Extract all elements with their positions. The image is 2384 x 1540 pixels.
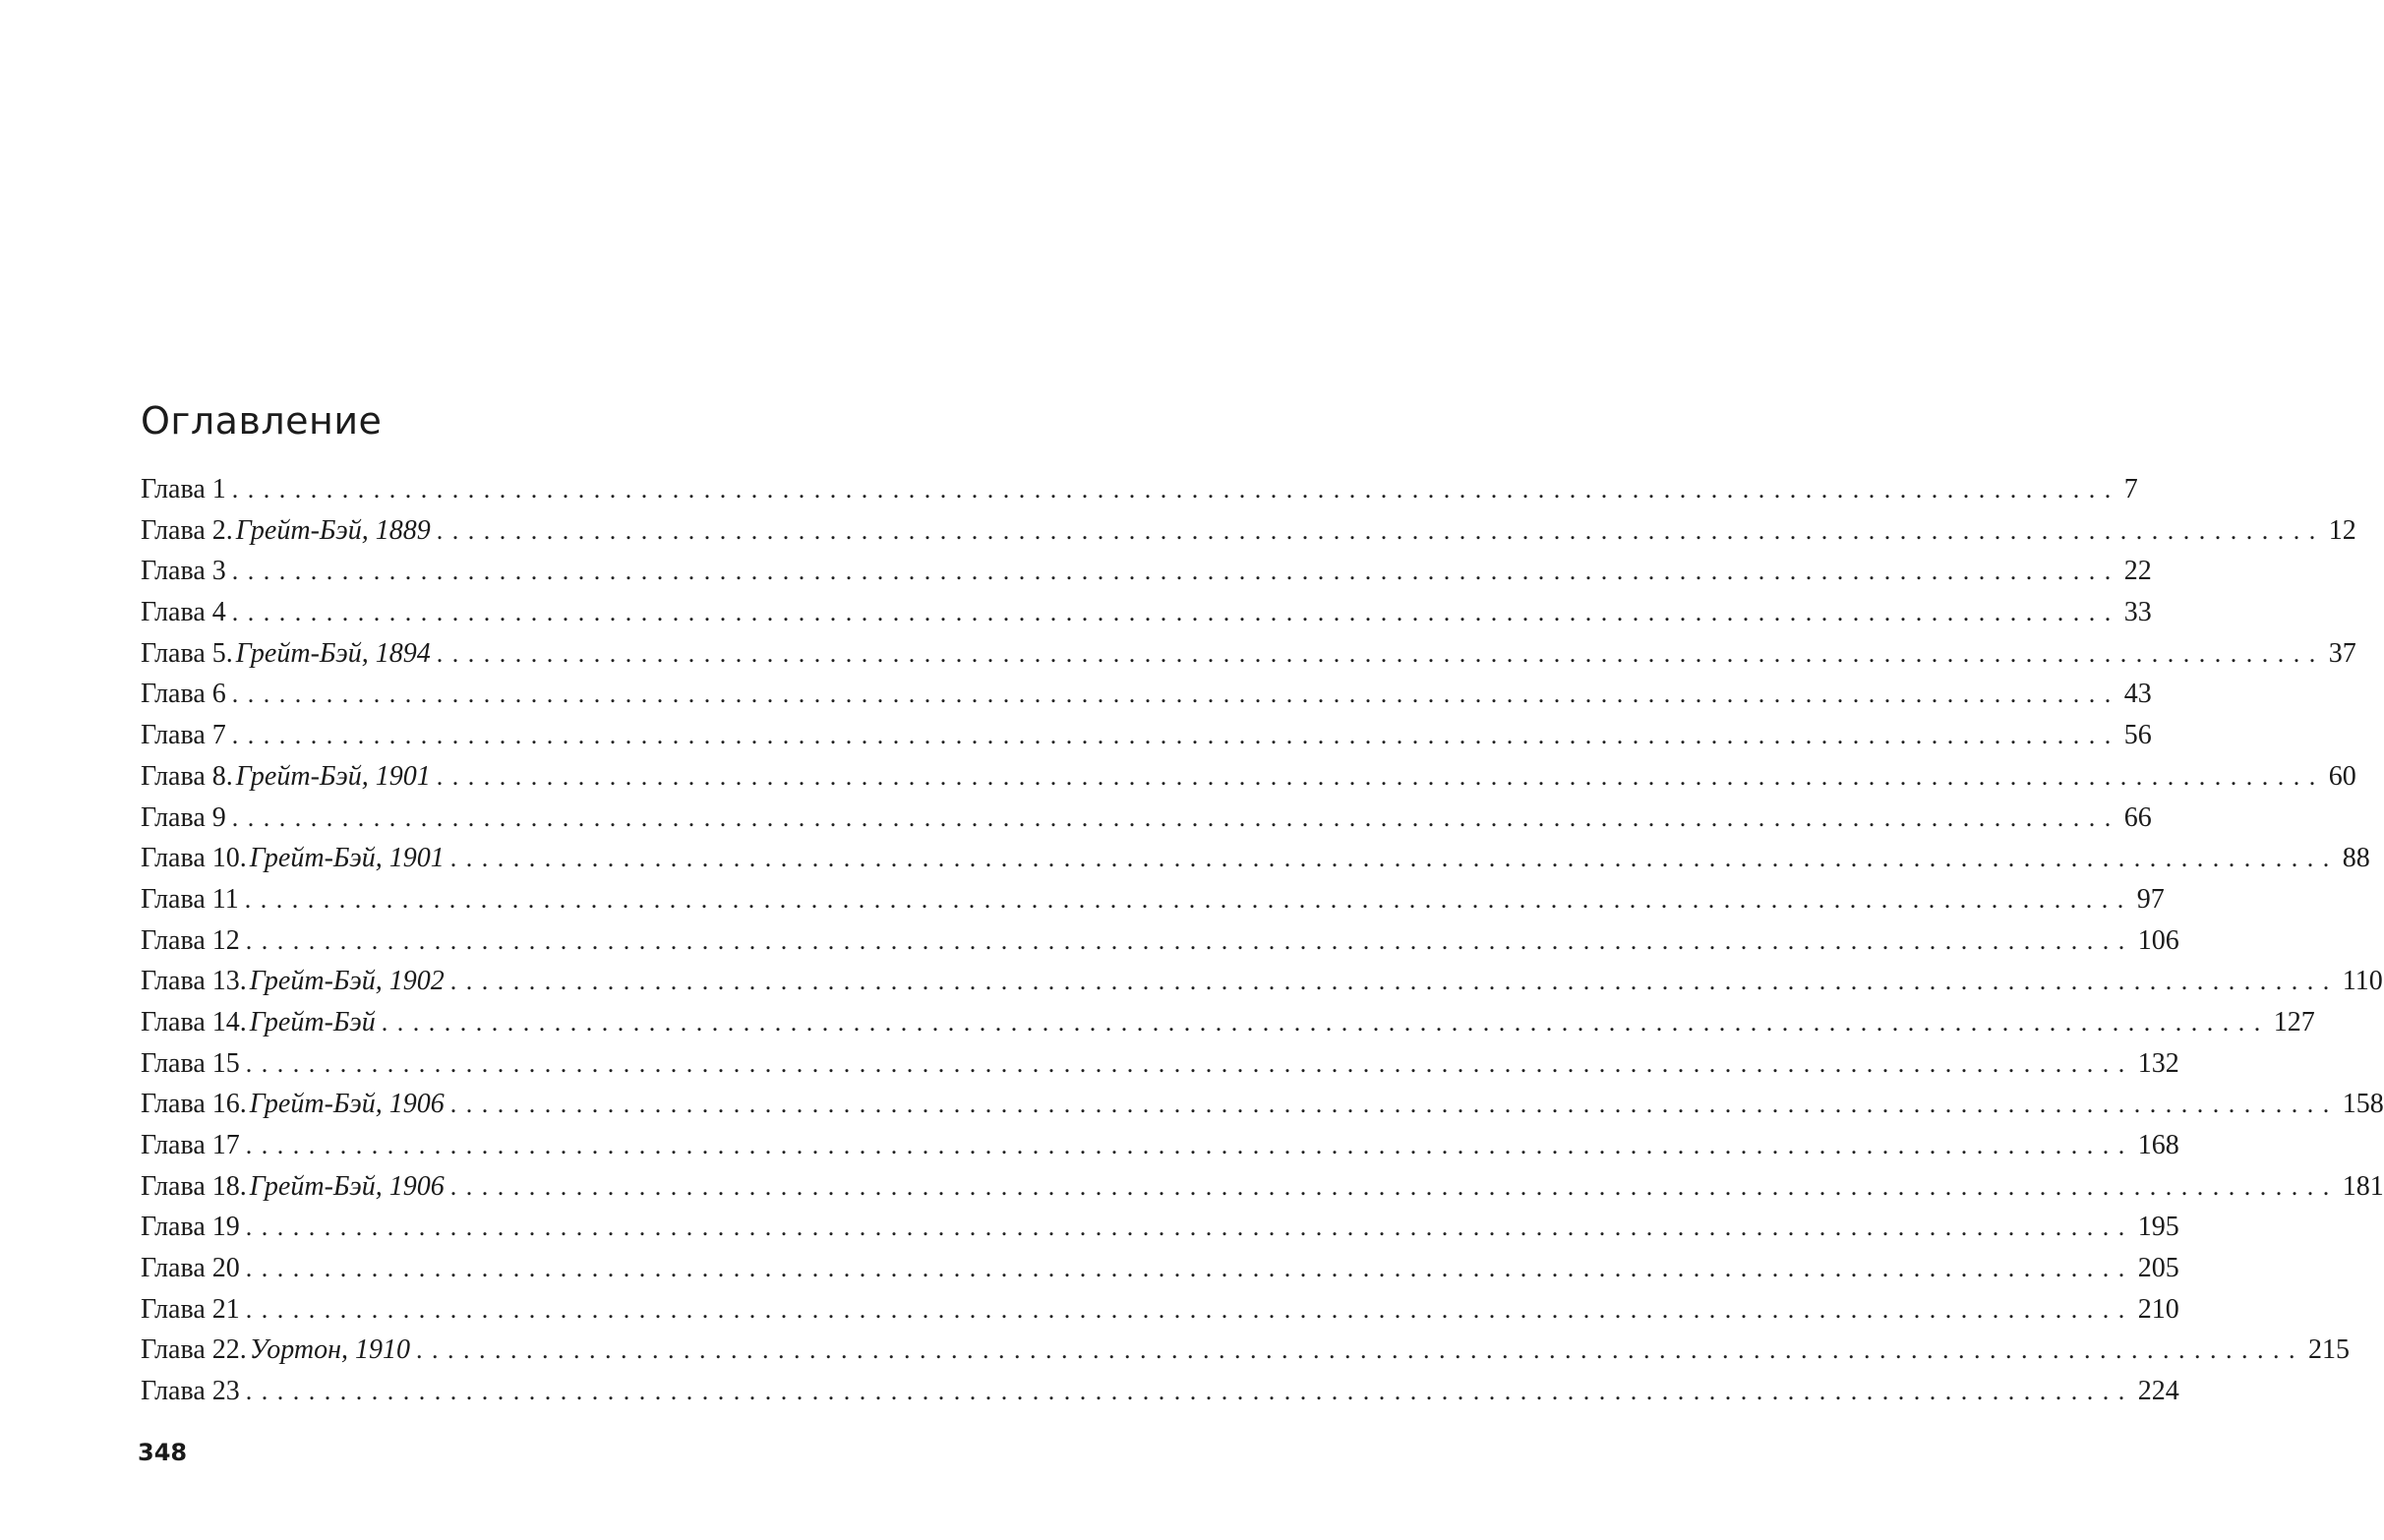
leader-dots: ........................................................................................................................	[245, 1213, 2134, 1242]
leader-dots: ........................................................................................................................	[381, 1007, 2270, 1037]
toc-entry	[141, 715, 2152, 756]
chapter-label: Глава	[141, 1006, 206, 1037]
chapter-page-number: 56	[2123, 720, 2152, 751]
chapter-label: Глава	[141, 1376, 206, 1407]
chapter-label: Глава	[141, 474, 206, 504]
toc-entry	[141, 1330, 2351, 1371]
chapter-subtitle: Грейт-Бэй, 1901	[235, 760, 431, 792]
leader-dots: ........................................................................................................................	[416, 1335, 2305, 1365]
chapter-label: Глава	[141, 1334, 206, 1366]
chapter-page-number: 205	[2137, 1253, 2179, 1284]
chapter-label: Глава	[141, 760, 206, 792]
chapter-page-number: 22	[2123, 556, 2152, 587]
chapter-number: 11	[211, 883, 239, 915]
chapter-page-number: 110	[2342, 966, 2383, 997]
chapter-number: 23	[211, 1376, 240, 1407]
leader-dots: ........................................................................................................................	[231, 598, 2120, 627]
chapter-subtitle: Грейт-Бэй	[249, 1006, 376, 1037]
chapter-page-number: 12	[2328, 514, 2356, 546]
chapter-label: Глава	[141, 801, 206, 833]
chapter-page-number: 181	[2342, 1170, 2384, 1202]
leader-dots: ........................................................................................................................	[436, 638, 2325, 668]
chapter-page-number: 132	[2137, 1047, 2179, 1079]
leader-dots: ........................................................................................................................	[245, 1254, 2134, 1283]
toc-entry	[141, 1248, 2179, 1289]
chapter-page-number: 224	[2137, 1376, 2179, 1407]
chapter-label: Глава	[141, 1130, 206, 1160]
chapter-number: 13.	[211, 966, 247, 997]
chapter-page-number: 88	[2342, 843, 2370, 874]
leader-dots: ........................................................................................................................	[436, 515, 2325, 545]
chapter-page-number: 97	[2136, 883, 2165, 915]
toc-entry	[141, 961, 2383, 1002]
chapter-page-number: 33	[2123, 597, 2152, 628]
chapter-label: Глава	[141, 843, 206, 874]
leader-dots: ........................................................................................................................	[436, 761, 2325, 791]
toc-entry	[141, 1289, 2179, 1331]
chapter-subtitle: Грейт-Бэй, 1901	[249, 843, 445, 874]
toc-entry	[141, 551, 2152, 592]
chapter-page-number: 158	[2342, 1089, 2384, 1120]
toc-entry	[141, 838, 2370, 879]
toc-entry	[141, 674, 2152, 715]
chapter-label: Глава	[141, 924, 206, 956]
chapter-number: 16.	[211, 1089, 247, 1120]
chapter-subtitle: Грейт-Бэй, 1889	[235, 514, 431, 546]
chapter-page-number: 60	[2328, 760, 2356, 792]
toc-entry	[141, 469, 2138, 510]
toc-entry	[141, 756, 2356, 798]
toc-entry	[141, 1002, 2315, 1043]
chapter-number: 17	[211, 1130, 240, 1160]
chapter-page-number: 168	[2137, 1130, 2179, 1160]
chapter-label: Глава	[141, 597, 206, 628]
leader-dots: ........................................................................................................................	[231, 557, 2120, 586]
chapter-number: 8.	[211, 760, 233, 792]
chapter-page-number: 43	[2123, 679, 2152, 710]
leader-dots: ........................................................................................................................	[449, 967, 2339, 996]
leader-dots: ........................................................................................................................	[245, 1377, 2134, 1406]
toc-entry	[141, 592, 2152, 633]
toc-entry	[141, 920, 2179, 962]
leader-dots: ........................................................................................................................	[245, 1048, 2134, 1078]
chapter-number: 7	[211, 720, 226, 751]
leader-dots: ........................................................................................................................	[231, 680, 2120, 709]
chapter-label: Глава	[141, 1089, 206, 1120]
chapter-label: Глава	[141, 1293, 206, 1325]
chapter-label: Глава	[141, 883, 206, 915]
chapter-page-number: 7	[2123, 474, 2138, 504]
leader-dots: ........................................................................................................................	[449, 1171, 2339, 1201]
chapter-label: Глава	[141, 1253, 206, 1284]
chapter-subtitle: Грейт-Бэй, 1894	[235, 637, 431, 669]
chapter-number: 10.	[211, 843, 247, 874]
leader-dots: ........................................................................................................................	[245, 925, 2134, 955]
chapter-label: Глава	[141, 1170, 206, 1202]
toc-heading: Оглавление	[141, 399, 383, 443]
toc-entry	[141, 633, 2356, 675]
chapter-page-number: 215	[2308, 1334, 2351, 1366]
chapter-number: 1	[211, 474, 226, 504]
chapter-number: 12	[211, 924, 240, 956]
leader-dots: ........................................................................................................................	[245, 1131, 2134, 1159]
chapter-number: 15	[211, 1047, 240, 1079]
toc-entry	[141, 879, 2165, 920]
leader-dots: ........................................................................................................................	[231, 475, 2120, 503]
leader-dots: ........................................................................................................................	[231, 721, 2120, 750]
chapter-number: 22.	[211, 1334, 247, 1366]
chapter-label: Глава	[141, 720, 206, 751]
chapter-number: 2.	[211, 514, 233, 546]
chapter-number: 5.	[211, 637, 233, 669]
chapter-label: Глава	[141, 1212, 206, 1243]
chapter-page-number: 66	[2123, 801, 2152, 833]
toc-entry	[141, 798, 2152, 839]
leader-dots: ........................................................................................................................	[449, 844, 2339, 873]
leader-dots: ........................................................................................................................	[245, 1294, 2134, 1324]
chapter-page-number: 210	[2137, 1293, 2179, 1325]
chapter-page-number: 127	[2273, 1006, 2315, 1037]
chapter-label: Глава	[141, 679, 206, 710]
leader-dots: ........................................................................................................................	[244, 884, 2133, 914]
toc-entry	[141, 1043, 2179, 1085]
chapter-number: 21	[211, 1293, 240, 1325]
chapter-label: Глава	[141, 556, 206, 587]
toc-entry	[141, 1084, 2384, 1125]
chapter-number: 9	[211, 801, 226, 833]
chapter-label: Глава	[141, 514, 206, 546]
toc-entry	[141, 1207, 2179, 1248]
toc-entry	[141, 510, 2356, 552]
chapter-number: 4	[211, 597, 226, 628]
chapter-subtitle: Грейт-Бэй, 1906	[249, 1170, 445, 1202]
chapter-label: Глава	[141, 1047, 206, 1079]
chapter-number: 20	[211, 1253, 240, 1284]
chapter-number: 3	[211, 556, 226, 587]
chapter-subtitle: Уортон, 1910	[249, 1334, 411, 1366]
toc-entry	[141, 1166, 2384, 1208]
chapter-number: 19	[211, 1212, 240, 1243]
chapter-label: Глава	[141, 637, 206, 669]
chapter-subtitle: Грейт-Бэй, 1902	[249, 966, 445, 997]
chapter-subtitle: Грейт-Бэй, 1906	[249, 1089, 445, 1120]
toc-entry	[141, 1125, 2179, 1166]
chapter-page-number: 195	[2137, 1212, 2179, 1243]
chapter-label: Глава	[141, 966, 206, 997]
chapter-number: 14.	[211, 1006, 247, 1037]
chapter-number: 18.	[211, 1170, 247, 1202]
chapter-page-number: 37	[2328, 637, 2356, 669]
toc-entry	[141, 1371, 2179, 1412]
toc-list	[141, 469, 2384, 1412]
chapter-number: 6	[211, 679, 226, 710]
leader-dots: ........................................................................................................................	[449, 1090, 2339, 1119]
leader-dots: ........................................................................................................................	[231, 802, 2120, 832]
page-number-folio: 348	[138, 1439, 188, 1466]
chapter-page-number: 106	[2137, 924, 2179, 956]
